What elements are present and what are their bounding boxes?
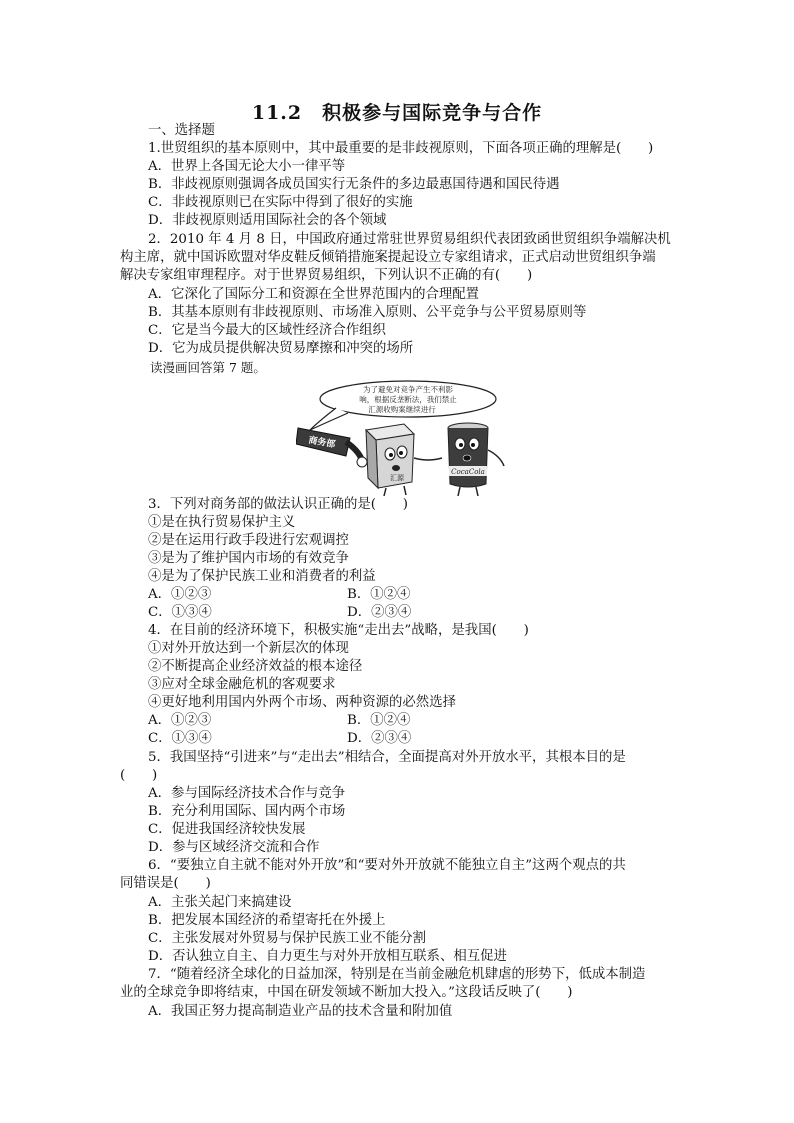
question-5-option-d: D．参与区域经济交流和合作 bbox=[148, 840, 320, 855]
box-label: 汇源 bbox=[390, 474, 404, 482]
question-4-option-b: B．①②④ bbox=[347, 713, 411, 728]
cartoon-instruction: 读漫画回答第 7 题。 bbox=[150, 360, 266, 375]
question-3-item-1: ①是在执行贸易保护主义 bbox=[148, 515, 296, 530]
speech-line-2: 响，根据反垄断法，我们禁止 bbox=[359, 395, 457, 404]
question-4-item-3: ③应对全球金融危机的客观要求 bbox=[148, 677, 336, 692]
question-3-option-a: A．①②③ bbox=[148, 587, 212, 602]
question-3-option-c: C．①③④ bbox=[148, 605, 212, 620]
question-2-option-c: C．它是当今最大的区域性经济合作组织 bbox=[148, 323, 386, 338]
question-4-item-1: ①对外开放达到一个新层次的体现 bbox=[148, 641, 349, 656]
question-3-item-2: ②是在运用行政手段进行宏观调控 bbox=[148, 533, 349, 548]
question-5-option-c: C．促进我国经济较快发展 bbox=[148, 822, 306, 837]
question-1-stem: 1.世贸组织的基本原则中，其中最重要的是非歧视原则，下面各项正确的理解是( ) bbox=[148, 141, 654, 156]
question-3-item-4: ④是为了保护民族工业和消费者的利益 bbox=[148, 569, 376, 584]
huiyuan-box-character bbox=[366, 424, 442, 496]
page-title: 11.2 积极参与国际竞争与合作 bbox=[251, 102, 543, 124]
question-5-option-b: B．充分利用国际、国内两个市场 bbox=[148, 804, 346, 819]
question-1-option-d: D．非歧视原则适用国际社会的各个领域 bbox=[148, 213, 387, 228]
question-6-option-a: A．主张关起门来搞建设 bbox=[148, 895, 292, 910]
question-5-stem-line1: 5．我国坚持“引进来”与“走出去”相结合，全面提高对外开放水平，其根本目的是 bbox=[148, 750, 626, 765]
question-3-option-b: B．①②④ bbox=[347, 587, 411, 602]
question-5-stem-line2: ( ) bbox=[120, 768, 158, 783]
question-6-option-c: C．主张发展对外贸易与保护民族工业不能分割 bbox=[148, 931, 427, 946]
question-6-stem-line2: 同错误是( ) bbox=[120, 876, 211, 891]
question-7-stem-line1: 7．“随着经济全球化的日益加深，特别是在当前金融危机肆虐的形势下，低成本制造 bbox=[148, 967, 646, 982]
sign-label: 商务部 bbox=[307, 435, 336, 451]
cartoon-illustration bbox=[296, 380, 530, 500]
question-4-option-d: D．②③④ bbox=[347, 731, 412, 746]
question-6-option-d: D．否认独立自主、自力更生与对外开放相互联系、相互促进 bbox=[148, 949, 507, 964]
question-2-option-d: D．它为成员提供解决贸易摩擦和冲突的场所 bbox=[148, 341, 414, 356]
question-3-option-d: D．②③④ bbox=[347, 605, 412, 620]
question-2-stem-line3: 解决专家组审理程序。对于世界贸易组织，下列认识不正确的有( ) bbox=[120, 268, 533, 283]
question-2-stem-line2: 构主席，就中国诉欧盟对华皮鞋反倾销措施案提起设立专家组请求，正式启动世贸组织争端 bbox=[120, 250, 656, 265]
can-label: CocaCola bbox=[451, 468, 485, 476]
question-7-option-a: A．我国正努力提高制造业产品的技术含量和附加值 bbox=[148, 1004, 453, 1019]
question-1-option-c: C．非歧视原则已在实际中得到了很好的实施 bbox=[148, 195, 413, 210]
speech-line-3: 汇源收购案继续进行 bbox=[368, 405, 436, 414]
question-4-item-2: ②不断提高企业经济效益的根本途径 bbox=[148, 659, 363, 674]
cocacola-can-character bbox=[448, 423, 504, 496]
ministry-sign bbox=[296, 428, 367, 467]
question-1-option-b: B．非歧视原则强调各成员国实行无条件的多边最惠国待遇和国民待遇 bbox=[148, 177, 560, 192]
question-7-stem-line2: 业的全球竞争即将结束，中国在研发领域不断加大投入。”这段话反映了( ) bbox=[120, 985, 573, 1000]
question-4-option-c: C．①③④ bbox=[148, 731, 212, 746]
section-heading: 一、选择题 bbox=[148, 123, 215, 138]
question-4-stem: 4．在目前的经济环境下，积极实施“走出去”战略，是我国( ) bbox=[148, 623, 529, 638]
question-2-stem-line1: 2．2010 年 4 月 8 日，中国政府通过常驻世界贸易组织代表团致函世贸组织争端解决机 bbox=[148, 232, 671, 247]
question-2-option-a: A．它深化了国际分工和资源在全世界范围内的合理配置 bbox=[148, 287, 480, 302]
question-3-item-3: ③是为了维护国内市场的有效竞争 bbox=[148, 551, 349, 566]
question-6-stem-line1: 6．“要独立自主就不能对外开放”和“要对外开放就不能独立自主”这两个观点的共 bbox=[148, 858, 626, 873]
question-6-option-b: B．把发展本国经济的希望寄托在外援上 bbox=[148, 913, 386, 928]
speech-line-1: 为了避免对竞争产生不利影 bbox=[363, 385, 453, 394]
question-4-item-4: ④更好地利用国内外两个市场、两种资源的必然选择 bbox=[148, 695, 456, 710]
question-1-option-a: A．世界上各国无论大小一律平等 bbox=[148, 159, 346, 174]
question-5-option-a: A．参与国际经济技术合作与竞争 bbox=[148, 786, 346, 801]
question-2-option-b: B．其基本原则有非歧视原则、市场准入原则、公平竞争与公平贸易原则等 bbox=[148, 305, 587, 320]
question-4-option-a: A．①②③ bbox=[148, 713, 212, 728]
question-3-stem: 3．下列对商务部的做法认识正确的是( ) bbox=[148, 497, 408, 512]
